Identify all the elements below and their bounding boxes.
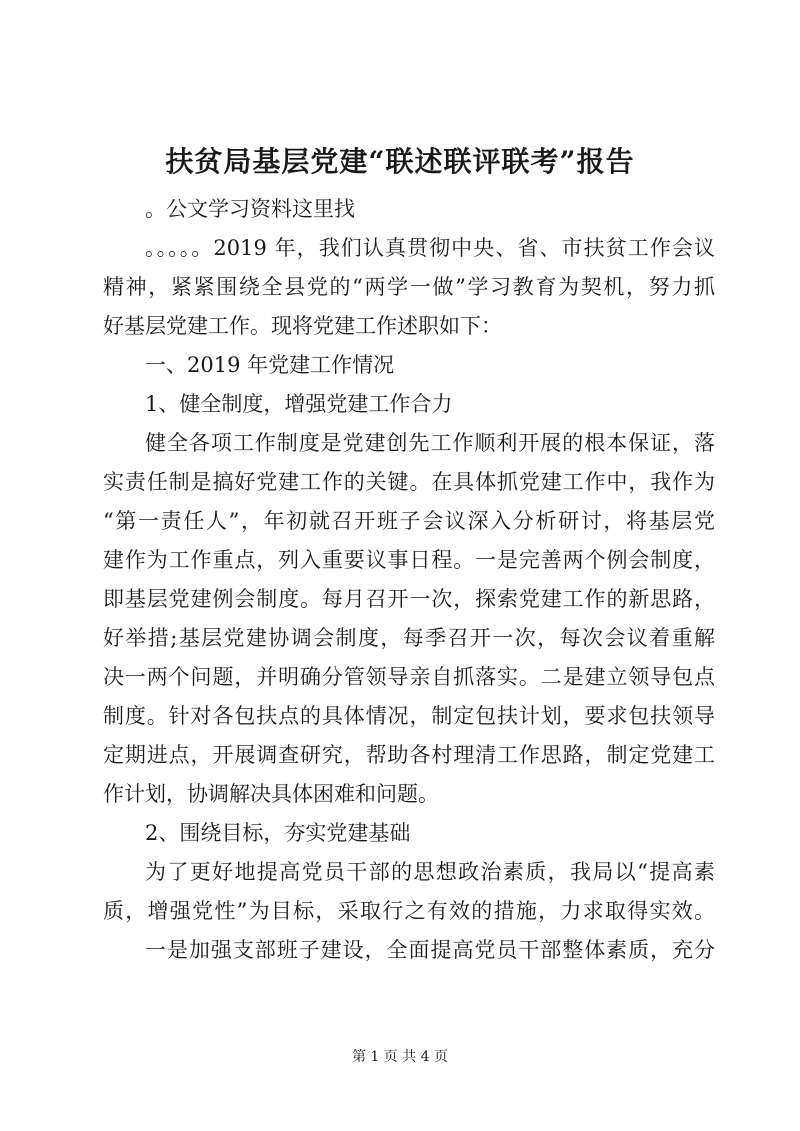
document-body	[103, 190, 715, 970]
text-line: 好举措;基层党建协调会制度，每季召开一次，每次会议着重解	[103, 626, 715, 650]
text-line: 质，增强党性”为目标，采取行之有效的措施，力求取得实效。	[103, 899, 715, 923]
text-line: 决一两个问题，并明确分管领导亲自抓落实。二是建立领导包点	[103, 665, 715, 689]
text-line: 健全各项工作制度是党建创先工作顺利开展的根本保证，落	[145, 431, 715, 455]
text-line: 建作为工作重点，列入重要议事日程。一是完善两个例会制度，	[103, 548, 715, 572]
text-line: 定期进点，开展调查研究，帮助各村理清工作思路，制定党建工	[103, 743, 715, 767]
page-footer: 第 1 页 共 4 页	[351, 1049, 449, 1065]
text-line: 制度。针对各包扶点的具体情况，制定包扶计划，要求包扶领导	[103, 704, 715, 728]
text-line: 为了更好地提高党员干部的思想政治素质，我局以“提高素	[145, 860, 715, 884]
text-line: 一、2019 年党建工作情况	[145, 353, 395, 377]
text-line: 。。。。。2019 年，我们认真贯彻中央、省、市扶贫工作会议	[145, 236, 715, 260]
text-line: 实责任制是搞好党建工作的关键。在具体抓党建工作中，我作为	[103, 470, 715, 494]
text-line: 精神，紧紧围绕全县党的“两学一做”学习教育为契机，努力抓	[103, 275, 715, 299]
text-line: “第一责任人”，年初就召开班子会议深入分析研讨，将基层党	[103, 509, 715, 533]
text-line: 好基层党建工作。现将党建工作述职如下：	[103, 314, 502, 338]
text-line: 1、健全制度，增强党建工作合力	[145, 392, 453, 416]
text-line: 一是加强支部班子建设，全面提高党员干部整体素质，充分	[145, 938, 715, 962]
text-line: 2、围绕目标，夯实党建基础	[145, 821, 411, 845]
text-line: 作计划，协调解决具体困难和问题。	[103, 782, 439, 806]
document-title: 扶贫局基层党建“联述联评联考”报告	[165, 145, 635, 178]
text-line: 即基层党建例会制度。每月召开一次，探索党建工作的新思路，	[103, 587, 715, 611]
text-line: 。公文学习资料这里找	[145, 197, 355, 221]
